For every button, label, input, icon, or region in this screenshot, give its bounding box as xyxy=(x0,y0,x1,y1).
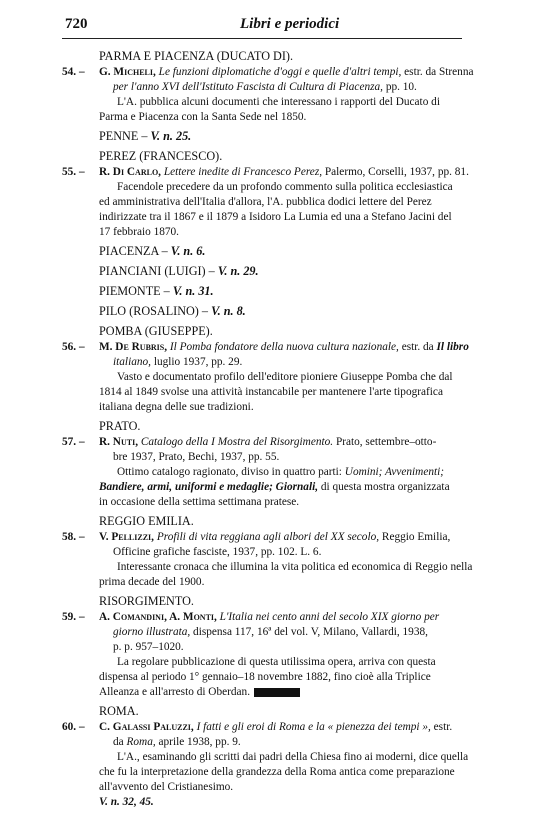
annotation-line xyxy=(62,95,520,110)
annotation-line xyxy=(62,180,520,195)
entry-number: 54. – xyxy=(62,66,85,78)
annotation-italic: Uomini; Avvenimenti; xyxy=(344,466,445,478)
annotation-text: all'avvento del Cristianesimo. xyxy=(99,781,234,793)
section-heading xyxy=(62,593,520,610)
entry-title: Le funzioni diplomatiche d'oggi e quelle d'altri tempi, xyxy=(158,66,402,78)
entry-line xyxy=(62,340,520,355)
heading-text: PIEMONTE – xyxy=(99,284,173,298)
entry-continuation xyxy=(62,625,520,640)
page-header xyxy=(65,16,465,36)
entry-number: 56. – xyxy=(62,341,85,353)
cross-reference: V. n. 8. xyxy=(211,304,246,318)
annotation-text: che fu la interpretazione della grandezza della Roma antica come preparazione xyxy=(99,766,455,778)
annotation-line xyxy=(62,655,520,670)
annotation-text: L'A. pubblica alcuni documenti che interessano i rapporti del Ducato di xyxy=(117,96,440,108)
entry-title: Lettere inedite di Francesco Perez, xyxy=(163,166,323,178)
annotation-line xyxy=(62,465,520,480)
entry-number: 57. – xyxy=(62,436,85,448)
annotation-line xyxy=(62,795,520,810)
entry-author: C. Galassi Paluzzi, xyxy=(99,721,194,733)
annotation-text: italiana degna delle sue tradizioni. xyxy=(99,401,254,413)
entry-publication: estr. da xyxy=(401,341,434,353)
annotation-line xyxy=(62,400,520,415)
continuation-italic: Roma, xyxy=(126,736,156,748)
annotation-line xyxy=(62,495,520,510)
annotation-text: in occasione della settima settimana pratese. xyxy=(99,496,300,508)
section-heading xyxy=(62,513,520,530)
bibliography-list xyxy=(62,48,520,810)
continuation-rest: aprile 1938, pp. 9. xyxy=(158,736,241,748)
annotation-line xyxy=(62,575,520,590)
entry-continuation xyxy=(62,640,520,655)
annotation-text: La regolare pubblicazione di questa utilissima opera, arriva con questa xyxy=(117,656,436,668)
heading-text: PIANCIANI (LUIGI) – xyxy=(99,264,218,278)
entry-number: 58. – xyxy=(62,531,85,543)
heading-text: PEREZ (FRANCESCO). xyxy=(99,149,223,163)
entry-author: R. Nuti, xyxy=(99,436,139,448)
continuation-rest: pp. 10. xyxy=(385,81,417,93)
entry-line xyxy=(62,610,520,625)
entry-continuation xyxy=(62,355,520,370)
annotation-line xyxy=(62,110,520,125)
entry-publication: Reggio Emilia, xyxy=(381,531,451,543)
annotation-line xyxy=(62,225,520,240)
continuation-rest: dispensa 117, 16ª del vol. V, Milano, Vallardi, 1938, xyxy=(193,626,428,638)
entry-title: Il Pomba fondatore della nuova cultura nazionale, xyxy=(169,341,399,353)
continuation-italic: italiano, xyxy=(113,356,151,368)
entry-author: V. Pellizzi, xyxy=(99,531,154,543)
annotation-line xyxy=(62,765,520,780)
annotation-line xyxy=(62,780,520,795)
entry-author: G. Micheli, xyxy=(99,66,156,78)
annotation-text: indirizzate tra il 1867 e il 1879 a Isidoro La Lumia ed una a Stefano Jacini del xyxy=(99,211,452,223)
heading-text: PARMA E PIACENZA (DUCATO DI). xyxy=(99,49,294,63)
section-heading xyxy=(62,128,520,145)
entry-title: L'Italia nei cento anni del secolo XIX giorno per xyxy=(219,611,440,623)
section-heading xyxy=(62,323,520,340)
entry-author: R. Di Carlo, xyxy=(99,166,161,178)
annotation-line xyxy=(62,685,520,700)
cross-reference: V. n. 29. xyxy=(217,264,259,278)
continuation-italic: giorno illustrata, xyxy=(113,626,191,638)
annotation-text: L'A., esaminando gli scritti dai padri della Chiesa fino ai moderni, dice quella xyxy=(117,751,469,763)
annotation-text: 1814 al 1849 svolse una attività instancabile per mantenere l'arte tipografica xyxy=(99,386,443,398)
entry-publication: Palermo, Corselli, 1937, pp. 81. xyxy=(324,166,469,178)
heading-text: PIACENZA – xyxy=(99,244,171,258)
section-heading xyxy=(62,283,520,300)
entry-number: 60. – xyxy=(62,721,85,733)
continuation-italic: per l'anno XVI dell'Istituto Fascista di Cultura di Piacenza, xyxy=(113,81,383,93)
continuation-text: bre 1937, Prato, Bechi, 1937, pp. 55. xyxy=(113,451,280,463)
heading-text: PILO (ROSALINO) – xyxy=(99,304,212,318)
section-heading xyxy=(62,243,520,260)
heading-text: RISORGIMENTO. xyxy=(99,594,194,608)
header-rule xyxy=(62,38,462,39)
cross-reference: V. n. 25. xyxy=(150,129,192,143)
heading-text: ROMA. xyxy=(99,704,139,718)
entry-number: 59. – xyxy=(62,611,85,623)
entry-line xyxy=(62,530,520,545)
running-title: Libri e periodici xyxy=(240,16,340,32)
entry-author: M. De Rubris, xyxy=(99,341,168,353)
cross-reference: V. n. 6. xyxy=(170,244,206,258)
annotation-italic: Bandiere, armi, uniformi e medaglie; Giornali, xyxy=(99,481,319,493)
entry-title: Catalogo della I Mostra del Risorgimento. xyxy=(140,436,334,448)
annotation-text: Ottimo catalogo ragionato, diviso in quattro parti: xyxy=(117,466,345,478)
redaction-mark xyxy=(254,688,300,697)
entry-continuation xyxy=(62,545,520,560)
annotation-line xyxy=(62,750,520,765)
entry-title: Profili di vita reggiana agli albori del XX secolo, xyxy=(156,531,380,543)
heading-text: POMBA (GIUSEPPE). xyxy=(99,324,213,338)
entry-line xyxy=(62,435,520,450)
continuation-rest: luglio 1937, pp. 29. xyxy=(153,356,243,368)
annotation-line xyxy=(62,195,520,210)
section-heading xyxy=(62,148,520,165)
continuation-text: p. p. 957–1020. xyxy=(113,641,184,653)
annotation-text: dispensa al periodo 1° gennaio–18 novembre 1882, fino cioè alla Triplice xyxy=(99,671,431,683)
section-heading xyxy=(62,303,520,320)
section-heading xyxy=(62,48,520,65)
entry-line xyxy=(62,720,520,735)
entry-source: Il libro xyxy=(436,341,469,353)
entry-continuation xyxy=(62,735,520,750)
annotation-line xyxy=(62,560,520,575)
annotation-text: 17 febbraio 1870. xyxy=(99,226,179,238)
continuation-text: da xyxy=(113,736,127,748)
heading-text: REGGIO EMILIA. xyxy=(99,514,194,528)
annotation-text: Facendole precedere da un profondo commento sulla politica ecclesiastica xyxy=(117,181,453,193)
section-heading xyxy=(62,418,520,435)
cross-reference: V. n. 31. xyxy=(172,284,214,298)
annotation-line xyxy=(62,210,520,225)
entry-publication: estr. da Strenna xyxy=(404,66,474,78)
annotation-text: Vasto e documentato profilo dell'editore pioniere Giuseppe Pomba che dal xyxy=(117,371,453,383)
entry-title: I fatti e gli eroi di Roma e la « pienezza dei tempi », xyxy=(196,721,431,733)
entry-publication: Prato, settembre–otto- xyxy=(335,436,437,448)
annotation-text: prima decade del 1900. xyxy=(99,576,205,588)
annotation-text: Alleanza e all'arresto di Oberdan. xyxy=(99,686,251,698)
entry-line xyxy=(62,165,520,180)
entry-continuation xyxy=(62,450,520,465)
annotation-line xyxy=(62,370,520,385)
page-number: 720 xyxy=(65,16,88,32)
annotation-text: ed amministrativa dell'Italia d'allora, l'A. pubblica dodici lettere del Perez xyxy=(99,196,432,208)
section-heading xyxy=(62,703,520,720)
entry-author: A. Comandini, A. Monti, xyxy=(99,611,217,623)
heading-text: PENNE – xyxy=(99,129,151,143)
continuation-text: Officine grafiche fasciste, 1937, pp. 102. L. 6. xyxy=(113,546,322,558)
entry-continuation xyxy=(62,80,520,95)
entry-number: 55. – xyxy=(62,166,85,178)
entry-line xyxy=(62,65,520,80)
annotation-text: Interessante cronaca che illumina la vita politica ed economica di Reggio nella xyxy=(117,561,473,573)
annotation-text: Parma e Piacenza con la Santa Sede nel 1850. xyxy=(99,111,307,123)
annotation-line xyxy=(62,480,520,495)
annotation-text: di questa mostra organizzata xyxy=(318,481,450,493)
entry-publication: estr. xyxy=(433,721,453,733)
annotation-italic: V. n. 32, 45. xyxy=(99,796,154,808)
section-heading xyxy=(62,263,520,280)
annotation-line xyxy=(62,670,520,685)
heading-text: PRATO. xyxy=(99,419,141,433)
annotation-line xyxy=(62,385,520,400)
